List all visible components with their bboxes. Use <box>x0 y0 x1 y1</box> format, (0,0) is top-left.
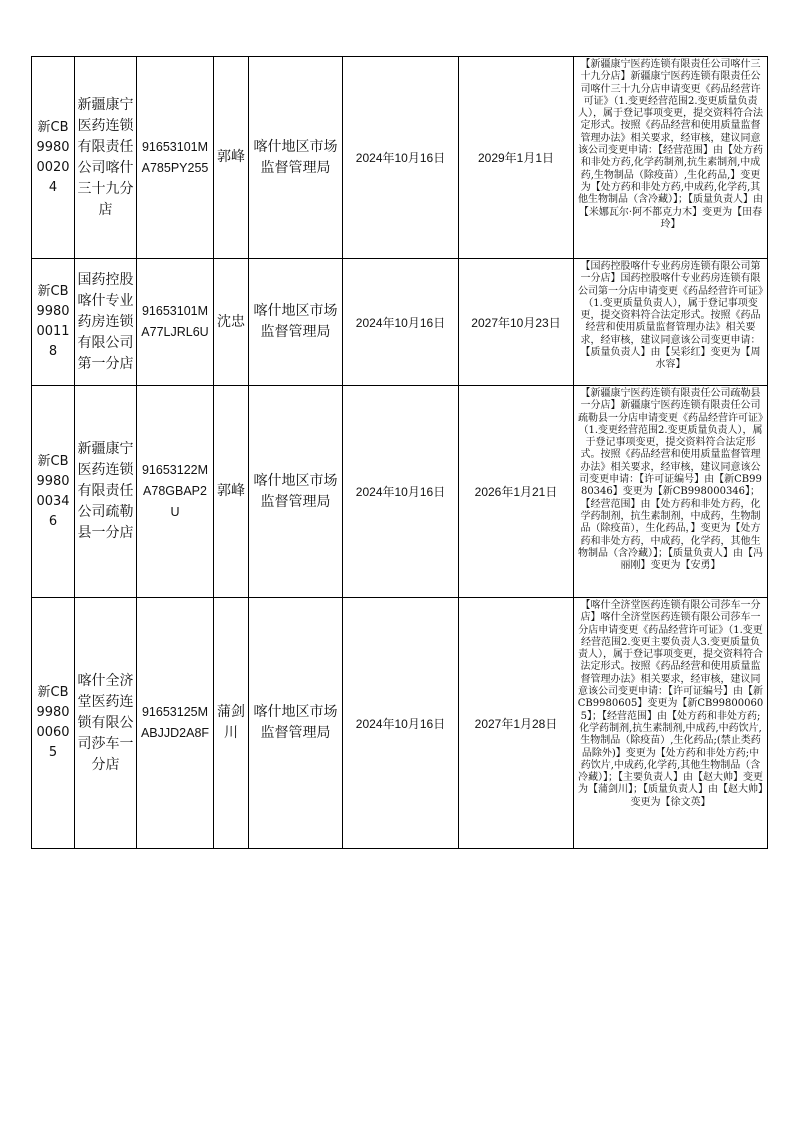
license-change-table <box>31 56 768 849</box>
credit-code-cell <box>137 259 214 386</box>
license-number: 新CB99800020 4 <box>36 119 70 195</box>
responsible-person-cell <box>214 386 249 598</box>
credit-code-cell <box>137 57 214 259</box>
issue-date-cell <box>343 598 459 849</box>
issuing-authority: 喀什地区市场监督管理局 <box>253 472 338 510</box>
expire-date-cell <box>459 598 574 849</box>
issuing-authority: 喀什地区市场监督管理局 <box>253 704 338 741</box>
table-row <box>32 598 768 849</box>
change-content-cell <box>574 598 768 849</box>
authority-cell <box>249 386 343 598</box>
credit-code: 91653101MA77LJRL6U <box>141 304 209 339</box>
table-row <box>32 57 768 259</box>
issue-date-cell <box>343 57 459 259</box>
license-number: 新CB99800060 5 <box>36 685 70 760</box>
change-content: 【新疆康宁医药连锁有限责任公司疏勒县一分店】新疆康宁医药连锁有限责任公司疏勒县一分店申请变更《药品经营许可证》（1.变更经营范围2.变更质量负责人），属于登记事项变更，提交资料符合法定形式。按照《药品经营和使用质量监督管理办法》相关要求，经审核，建议同意该公司变更申请：【许可证编号】由【新CB9980346】变更为【新CB998000346】；【经营范围】由【处方药和非处方药，化学药制剂，抗生素制剂，中成药，生物制品（除疫苗），生化药品，】变更为【处方药和非处方药，中成药，化学药，其他生物制品（含冷藏）】；【质量负责人】由【冯丽刚】变更为【安勇】 <box>578 388 763 572</box>
credit-code: 91653125MABJJD2A8F <box>140 705 210 740</box>
company-name-cell <box>75 598 137 849</box>
change-content: 【国药控股喀什专业药房连锁有限公司第一分店】国药控股喀什专业药房连锁有限公司第一分店申请变更《药品经营许可证》（1.变更质量负责人），属于登记事项变更，提交资料符合法定形式。按照《药品经营和使用质量监督管理办法》相关要求，经审核，建议同意该公司变更申请：【质量负责人】由【吴彩红】变更为【周水容】 <box>578 261 763 371</box>
authority-cell <box>249 57 343 259</box>
expire-date: 2027年1月28日 <box>474 716 558 731</box>
company-name-cell <box>75 386 137 598</box>
credit-code: 91653101MA785PY255 <box>141 139 209 175</box>
responsible-person: 郭峰 <box>217 483 245 499</box>
company-name-cell <box>75 57 137 259</box>
responsible-person-cell <box>214 259 249 386</box>
table-row <box>32 386 768 598</box>
issue-date: 2024年10月16日 <box>355 315 446 330</box>
responsible-person-cell <box>214 598 249 849</box>
authority-cell <box>249 259 343 386</box>
license-number: 新CB99800034 6 <box>36 453 70 529</box>
issuing-authority: 喀什地区市场监督管理局 <box>253 303 338 340</box>
change-content-cell <box>574 57 768 259</box>
expire-date-cell <box>459 57 574 259</box>
table-row <box>32 259 768 386</box>
credit-code: 91653122MA78GBAP2U <box>141 463 209 519</box>
expire-date-cell <box>459 386 574 598</box>
credit-code-cell <box>137 598 214 849</box>
license-number: 新CB99800011 8 <box>36 284 70 359</box>
change-content-cell <box>574 259 768 386</box>
expire-date: 2026年1月21日 <box>474 485 558 499</box>
issue-date: 2024年10月16日 <box>355 151 446 165</box>
issue-date-cell <box>343 386 459 598</box>
credit-code-cell <box>137 386 214 598</box>
company-name: 新疆康宁医药连锁有限责任公司喀什三十九分店 <box>77 96 134 218</box>
responsible-person: 蒲剑川 <box>217 704 245 741</box>
issue-date-cell <box>343 259 459 386</box>
issue-date: 2024年10月16日 <box>355 485 446 499</box>
responsible-person-cell <box>214 57 249 259</box>
change-content-cell <box>574 386 768 598</box>
issuing-authority: 喀什地区市场监督管理局 <box>253 138 338 176</box>
company-name: 国药控股喀什专业药房连锁有限公司第一分店 <box>77 271 134 372</box>
expire-date: 2027年10月23日 <box>471 315 561 330</box>
license-number-cell <box>32 598 75 849</box>
license-number-cell <box>32 57 75 259</box>
issue-date: 2024年10月16日 <box>355 716 446 731</box>
responsible-person: 沈忠 <box>217 313 245 330</box>
expire-date: 2029年1月1日 <box>477 151 555 165</box>
authority-cell <box>249 598 343 849</box>
license-number-cell <box>32 386 75 598</box>
expire-date-cell <box>459 259 574 386</box>
license-number-cell <box>32 259 75 386</box>
change-content: 【新疆康宁医药连锁有限责任公司喀什三十九分店】新疆康宁医药连锁有限责任公司喀什三十九分店申请变更《药品经营许可证》（1.变更经营范围2.变更质量负责人），属于登记事项变更，提交资料符合法定形式。按照《药品经营和使用质量监督管理办法》相关要求，经审核，建议同意该公司变更申请：【经营范围】由【处方药和非处方药,化学药制剂,抗生素制剂,中成药,生物制品（除疫苗）,生化药品,】变更为【处方药和非处方药,中成药,化学药,其他生物制品（含冷藏）】；【质量负责人】由【米娜瓦尔·阿不都克力木】变更为【田春玲】 <box>578 59 763 230</box>
company-name: 喀什全济堂医药连锁有限公司莎车一分店 <box>77 672 134 773</box>
change-content: 【喀什全济堂医药连锁有限公司莎车一分店】喀什全济堂医药连锁有限公司莎车一分店申请变更《药品经营许可证》（1.变更经营范围2.变更主要负责人3.变更质量负责人），属于登记事项变更，提交资料符合法定形式。按照《药品经营和使用质量监督管理办法》相关要求，经审核，建议同意该公司变更申请：【许可证编号】由【新CB9980605】变更为【新CB998000605】；【经营范围】由【处方药和非处方药;化学药制剂,抗生素制剂,中成药,中药饮片,生物制品（除疫苗）,生化药品;(禁止类药品除外)】变更为【处方药和非处方药;中药饮片,中成药,化学药,其他生物制品（含冷藏）】；【主要负责人】由【赵大帅】变更为【蒲剑川】；【质量负责人】由【赵大帅】变更为【徐文英】 <box>577 600 764 808</box>
company-name-cell <box>75 259 137 386</box>
responsible-person: 郭峰 <box>217 149 245 165</box>
company-name: 新疆康宁医药连锁有限责任公司疏勒县一分店 <box>77 441 134 541</box>
